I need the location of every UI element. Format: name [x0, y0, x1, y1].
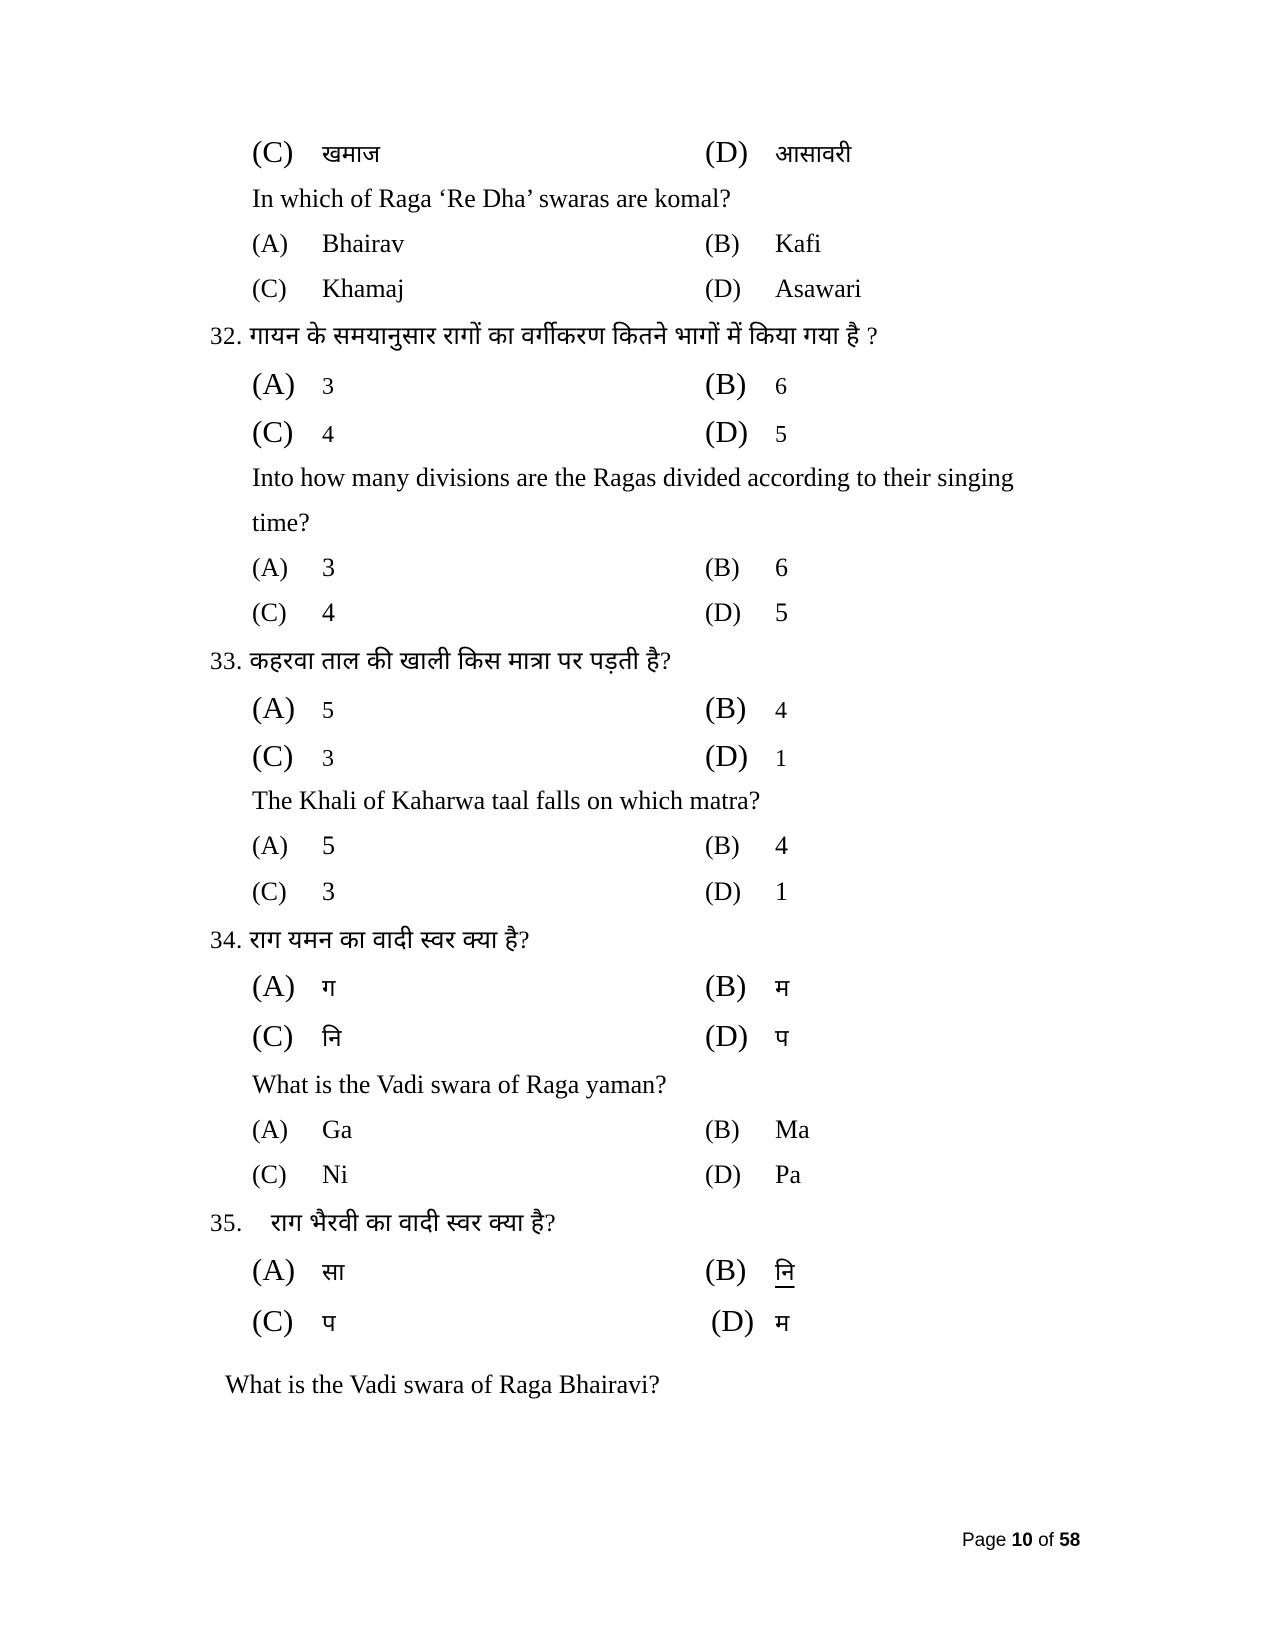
q33-en-option-d — [705, 877, 788, 907]
q33-en-question: The Khali of Kaharwa taal falls on which matra? — [252, 786, 761, 815]
option-value: Ga — [322, 1115, 353, 1144]
option-value: Kafi — [775, 229, 822, 258]
q33-en-option-c — [252, 877, 335, 907]
option-value: प — [322, 1311, 336, 1337]
q33-hi-option-b — [705, 690, 787, 726]
q33-hi-option-c — [252, 738, 334, 774]
q33-en-option-a — [252, 831, 335, 861]
option-label: (D) — [711, 1303, 755, 1338]
option-value: म — [775, 1311, 790, 1337]
option-label: (B) — [705, 968, 747, 1003]
q31-hi-option-d — [705, 134, 851, 170]
q32-hi-option-a — [252, 366, 334, 402]
option-value: 1 — [775, 746, 787, 772]
option-label: (D) — [705, 877, 742, 906]
q34-hi-option-c — [252, 1018, 342, 1054]
option-value: Asawari — [775, 274, 862, 303]
option-label: (A) — [252, 968, 296, 1003]
option-label: (C) — [252, 738, 294, 773]
q32-en-option-b — [705, 553, 788, 583]
option-label: (A) — [252, 229, 289, 258]
q31-en-option-d — [705, 274, 862, 304]
page-number — [962, 1530, 1080, 1552]
q31-en-option-a — [252, 229, 404, 259]
q32-hi-option-d — [705, 414, 787, 450]
question-text: गायन के समयानुसार रागों का वर्गीकरण कितने भागों में किया गया है ? — [249, 323, 879, 350]
option-value: 4 — [775, 831, 788, 860]
option-value: प — [775, 1026, 789, 1052]
q31-hi-option-c — [252, 134, 380, 170]
option-label: (A) — [252, 366, 296, 401]
option-label: (C) — [252, 274, 287, 303]
option-label: (C) — [252, 1018, 294, 1053]
q34-hi-question — [210, 922, 530, 956]
q35-hi-question — [210, 1205, 556, 1239]
q34-en-option-b — [705, 1115, 810, 1145]
q34-hi-option-b — [705, 968, 789, 1004]
option-value: Pa — [775, 1160, 801, 1189]
q35-hi-option-b — [705, 1252, 795, 1288]
option-label: (C) — [252, 877, 287, 906]
q32-en-option-a — [252, 553, 335, 583]
q33-hi-option-a — [252, 690, 334, 726]
option-label: (A) — [252, 831, 289, 860]
option-value: 5 — [322, 698, 334, 724]
q31-en-question: In which of Raga ‘Re Dha’ swaras are komal? — [252, 184, 731, 213]
option-value: 5 — [775, 422, 787, 448]
option-label: (D) — [705, 1160, 742, 1189]
q31-en-option-b — [705, 229, 821, 259]
option-label: (D) — [705, 738, 749, 773]
option-value: 6 — [775, 553, 788, 582]
option-label: (D) — [705, 274, 742, 303]
option-value: ग — [322, 976, 336, 1002]
option-label: (C) — [252, 134, 294, 169]
page-total: 58 — [1059, 1530, 1081, 1551]
question-number: 35. — [210, 1210, 243, 1237]
option-label: (C) — [252, 1303, 294, 1338]
option-value: 3 — [322, 553, 335, 582]
q34-en-question: What is the Vadi swara of Raga yaman? — [252, 1070, 667, 1099]
option-value: 3 — [322, 374, 334, 400]
option-value: नि — [775, 1260, 795, 1286]
option-value: 5 — [322, 831, 335, 860]
option-value: आसावरी — [775, 142, 852, 168]
option-label: (D) — [705, 134, 749, 169]
page-middle: of — [1032, 1530, 1060, 1551]
option-label: (B) — [705, 1115, 740, 1144]
q32-hi-question — [210, 318, 878, 352]
page-current: 10 — [1011, 1530, 1033, 1551]
option-value: सा — [322, 1260, 345, 1286]
q32-en-option-d — [705, 598, 788, 628]
question-number: 33. — [210, 648, 243, 675]
q33-hi-option-d — [705, 738, 787, 774]
option-value: 4 — [322, 422, 334, 448]
option-label: (B) — [705, 553, 740, 582]
option-label: (B) — [705, 229, 740, 258]
option-value: 3 — [322, 746, 334, 772]
option-label: (D) — [705, 414, 749, 449]
option-value: नि — [322, 1026, 342, 1052]
option-value: Khamaj — [322, 274, 405, 303]
option-value: 6 — [775, 374, 787, 400]
option-value: Bhairav — [322, 229, 405, 258]
option-label: (B) — [705, 1252, 747, 1287]
option-value: Ma — [775, 1115, 810, 1144]
option-label: (A) — [252, 553, 289, 582]
question-text: कहरवा ताल की खाली किस मात्रा पर पड़ती है? — [249, 648, 672, 675]
q32-en-question-line1: Into how many divisions are the Ragas divided according to their singing — [252, 463, 1014, 492]
option-label: (A) — [252, 1252, 296, 1287]
q34-en-option-d — [705, 1160, 801, 1190]
option-value: 1 — [775, 877, 788, 906]
option-value: खमाज — [322, 142, 381, 168]
option-value: 3 — [322, 877, 335, 906]
option-label: (B) — [705, 831, 740, 860]
page-prefix: Page — [962, 1530, 1012, 1551]
option-label: (C) — [252, 1160, 287, 1189]
option-label: (A) — [252, 690, 296, 725]
q34-en-option-a — [252, 1115, 352, 1145]
option-label: (C) — [252, 598, 287, 627]
option-label: (D) — [705, 598, 742, 627]
option-label: (B) — [705, 690, 747, 725]
q34-hi-option-a — [252, 968, 336, 1004]
q32-hi-option-c — [252, 414, 334, 450]
q35-hi-option-c — [252, 1303, 336, 1339]
option-value: 4 — [775, 698, 787, 724]
question-text: राग यमन का वादी स्वर क्या है? — [249, 927, 530, 954]
option-value: Ni — [322, 1160, 348, 1189]
option-label: (B) — [705, 366, 747, 401]
q35-hi-option-d — [711, 1303, 789, 1339]
option-value: 4 — [322, 598, 335, 627]
q33-en-option-b — [705, 831, 788, 861]
q32-en-option-c — [252, 598, 335, 628]
option-label: (D) — [705, 1018, 749, 1053]
q35-en-question: What is the Vadi swara of Raga Bhairavi? — [225, 1370, 660, 1399]
q32-hi-option-b — [705, 366, 787, 402]
q33-hi-question — [210, 643, 672, 677]
question-text: राग भैरवी का वादी स्वर क्या है? — [270, 1210, 557, 1237]
q31-en-option-c — [252, 274, 404, 304]
q34-hi-option-d — [705, 1018, 789, 1054]
q32-en-question-line2: time? — [252, 508, 310, 537]
option-label: (A) — [252, 1115, 289, 1144]
question-number: 34. — [210, 927, 243, 954]
option-value: 5 — [775, 598, 788, 627]
q34-en-option-c — [252, 1160, 348, 1190]
option-label: (C) — [252, 414, 294, 449]
q35-hi-option-a — [252, 1252, 344, 1288]
question-number: 32. — [210, 323, 243, 350]
option-value: म — [775, 976, 790, 1002]
